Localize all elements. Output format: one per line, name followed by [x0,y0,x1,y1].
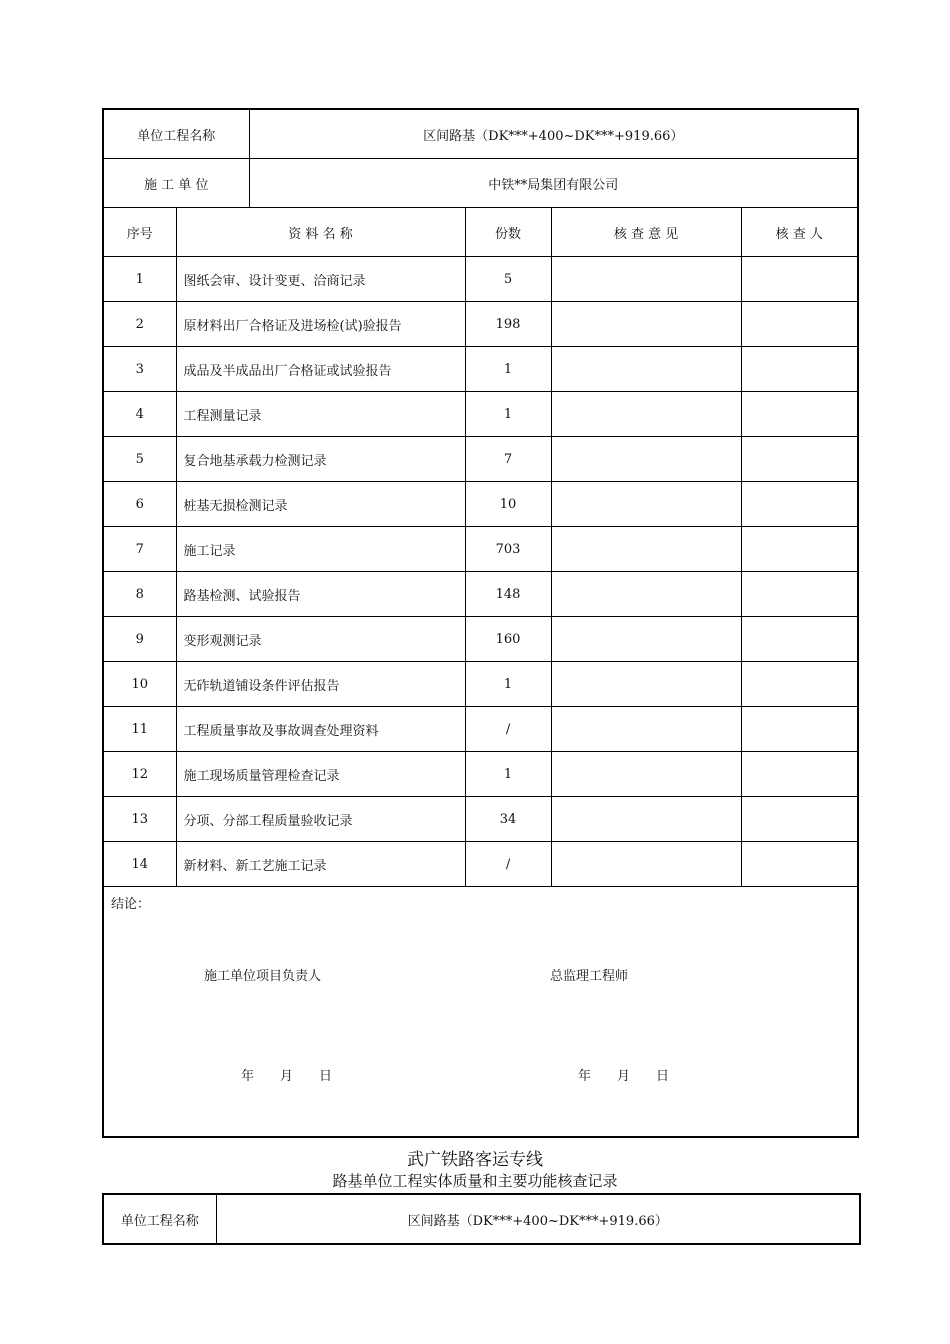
row-reviewer [741,302,858,347]
table-row [103,527,858,572]
row-copies: / [465,707,551,752]
col-opinion-header: 核 查 意 见 [551,208,741,257]
row-index: 11 [103,707,176,752]
column-header-row [103,208,858,257]
row-index: 1 [103,257,176,302]
table-row [103,392,858,437]
row-copies: 148 [465,572,551,617]
row-reviewer [741,257,858,302]
contractor-date: 年 月 日 [241,1069,333,1084]
row-material-name: 变形观测记录 [176,617,465,662]
row-copies: 198 [465,302,551,347]
verification-form [102,108,859,1138]
row-material-name: 路基检测、试验报告 [176,572,465,617]
row-index: 12 [103,752,176,797]
col-name-header: 资 料 名 称 [176,208,465,257]
row-opinion [551,797,741,842]
table-row [103,707,858,752]
col-copies-header: 份数 [465,208,551,257]
row-copies: 1 [465,752,551,797]
table-row [103,797,858,842]
table-row [103,842,858,887]
row-material-name: 工程测量记录 [176,392,465,437]
row-material-name: 桩基无损检测记录 [176,482,465,527]
next-page-title: 武广铁路客运专线 [407,1150,543,1170]
conclusion-label: 结论： [111,897,151,912]
row-material-name: 图纸会审、设计变更、洽商记录 [176,257,465,302]
row-material-name: 成品及半成品出厂合格证或试验报告 [176,347,465,392]
next-unit-project-label: 单位工程名称 [103,1194,216,1244]
table-row [103,662,858,707]
row-opinion [551,572,741,617]
contractor-value: 中铁**局集团有限公司 [249,159,858,208]
row-reviewer [741,437,858,482]
row-opinion [551,842,741,887]
row-reviewer [741,662,858,707]
row-index: 6 [103,482,176,527]
row-reviewer [741,842,858,887]
row-opinion [551,617,741,662]
row-opinion [551,662,741,707]
row-reviewer [741,482,858,527]
row-index: 3 [103,347,176,392]
row-material-name: 施工记录 [176,527,465,572]
row-index: 4 [103,392,176,437]
row-copies: 703 [465,527,551,572]
col-index-header: 序号 [103,208,176,257]
row-copies: / [465,842,551,887]
row-material-name: 工程质量事故及事故调查处理资料 [176,707,465,752]
row-copies: 1 [465,392,551,437]
table-row [103,617,858,662]
row-index: 8 [103,572,176,617]
conclusion-cell [103,887,858,1138]
row-opinion [551,707,741,752]
contractor-label: 施 工 单 位 [103,159,249,208]
row-copies: 1 [465,662,551,707]
table-row [103,257,858,302]
row-reviewer [741,347,858,392]
next-page-subtitle: 路基单位工程实体质量和主要功能核查记录 [332,1172,618,1190]
contractor-row [103,159,858,208]
row-copies: 160 [465,617,551,662]
row-reviewer [741,527,858,572]
row-opinion [551,527,741,572]
row-material-name: 无砟轨道铺设条件评估报告 [176,662,465,707]
next-page-form [102,1193,861,1245]
table-row [103,572,858,617]
next-unit-project-value: 区间路基（DK***+400~DK***+919.66） [216,1194,860,1244]
row-index: 5 [103,437,176,482]
row-index: 2 [103,302,176,347]
row-index: 9 [103,617,176,662]
row-opinion [551,302,741,347]
table-row [103,752,858,797]
row-opinion [551,752,741,797]
unit-project-label: 单位工程名称 [103,109,249,159]
row-index: 10 [103,662,176,707]
row-copies: 1 [465,347,551,392]
col-reviewer-header: 核 查 人 [741,208,858,257]
row-material-name: 复合地基承载力检测记录 [176,437,465,482]
row-reviewer [741,392,858,437]
unit-project-row [103,109,858,159]
row-opinion [551,347,741,392]
row-copies: 10 [465,482,551,527]
row-copies: 7 [465,437,551,482]
material-rows [103,257,858,887]
row-opinion [551,437,741,482]
supervisor-signature-label: 总监理工程师 [550,969,629,984]
row-index: 7 [103,527,176,572]
table-row [103,347,858,392]
row-reviewer [741,617,858,662]
row-index: 14 [103,842,176,887]
row-reviewer [741,572,858,617]
row-opinion [551,392,741,437]
row-material-name: 原材料出厂合格证及进场检(试)验报告 [176,302,465,347]
row-reviewer [741,707,858,752]
supervisor-date: 年 月 日 [578,1069,670,1084]
row-reviewer [741,752,858,797]
row-material-name: 施工现场质量管理检查记录 [176,752,465,797]
row-opinion [551,482,741,527]
table-row [103,437,858,482]
row-copies: 34 [465,797,551,842]
conclusion-row [103,887,858,1138]
next-unit-project-row [103,1194,860,1244]
row-material-name: 新材料、新工艺施工记录 [176,842,465,887]
row-copies: 5 [465,257,551,302]
row-index: 13 [103,797,176,842]
row-material-name: 分项、分部工程质量验收记录 [176,797,465,842]
table-row [103,302,858,347]
row-opinion [551,257,741,302]
contractor-signature-label: 施工单位项目负责人 [204,969,322,984]
unit-project-value: 区间路基（DK***+400~DK***+919.66） [249,109,858,159]
row-reviewer [741,797,858,842]
table-row [103,482,858,527]
